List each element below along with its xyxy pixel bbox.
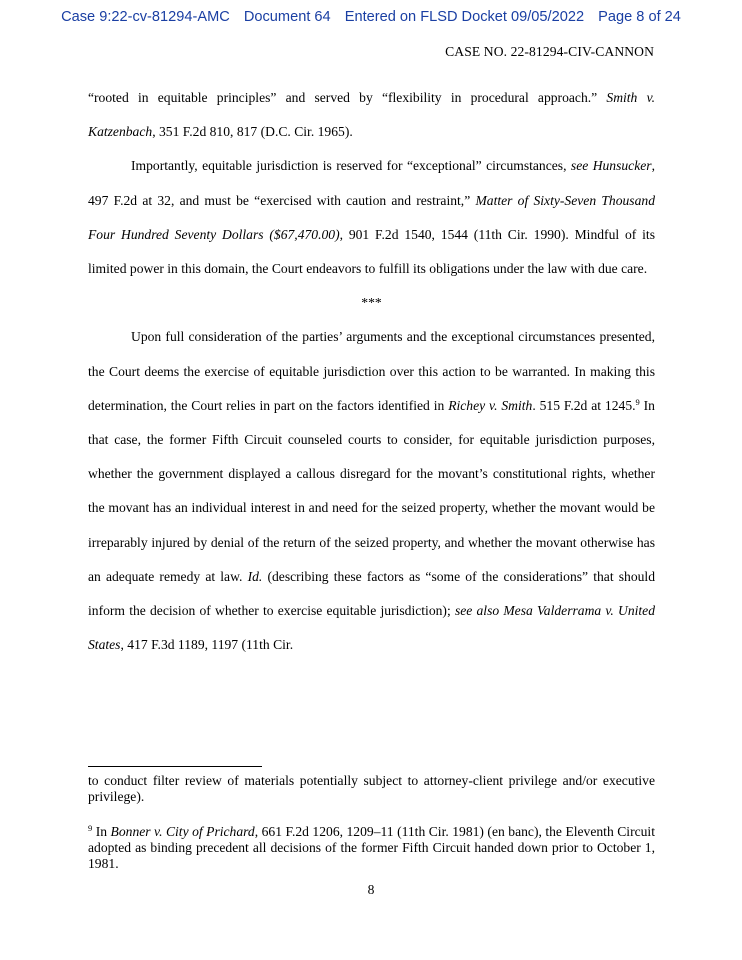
case-citation: Matter of Sixty-Seven Thousand Four Hundred Seventy Dollars ($67,470.00) [88,192,655,242]
footnote-continuation: to conduct filter review of materials potentially subject to attorney-client privilege and/or executive privilege). [88,773,655,804]
docket-entry-date: Entered on FLSD Docket 09/05/2022 [344,9,585,25]
paragraph-3: Upon full consideration of the parties’ arguments and the exceptional circumstances presented, the Court deems the exercise of equitable jurisdiction over this action to be warranted. In making this determination, the Court relies in part on the factors identified in Richey v. Smith. 515 F.2d at 1245.$^9$ In that case, the former Fifth Circuit counseled courts to consider, for equitable jurisdiction purposes, whether the government displayed a callous disregard for the movant’s constitutional rights, whether the movant has an individual interest in and need for the seized property, whether the movant would be irreparably injured by denial of the return of the seized property, and whether the movant otherwise has an adequate remedy at law. Id. (describing these factors as “some of the considerations” that should inform the decision of whether to exercise equitable jurisdiction); see also Mesa Valderrama v. United States, 417 F.3d 1189, 1197 (11th Cir. [88,329,655,653]
document-number: Document 64 [243,9,331,25]
footnote-number: 9 [88,823,93,833]
paragraph-1: “rooted in equitable principles” and served by “flexibility in procedural approach.” Smith v. Katzenbach, 351 F.2d 810, 817 (D.C. Cir. 1965). [88,90,655,140]
document-body [88,81,655,662]
case-citation: Richey v. Smith [448,397,533,413]
case-identifier: Case 9:22-cv-81294-AMC [61,9,230,25]
footnote-divider [88,766,262,767]
footnote-reference: 9 [635,396,640,407]
case-citation: see also Mesa Valderrama v. United States [88,603,655,653]
section-separator: *** [361,295,382,311]
footnote-9: $^9$ In Bonner v. City of Prichard, 661 F.2d 1206, 1209–11 (11th Cir. 1981) (en banc), the Eleventh Circuit adopted as binding precedent all decisions of the former Fifth Circuit handed down prior to October 1, 1981. [88,823,655,871]
case-citation: see Hunsucker [570,158,652,174]
page-count: Page 8 of 24 [598,9,681,25]
docket-header-stamp [0,9,742,25]
case-number-heading: CASE NO. 22-81294-CIV-CANNON [445,44,654,59]
case-citation: Smith v. Katzenbach [88,90,655,140]
footnotes [88,773,655,872]
page-number: 8 [367,882,375,897]
paragraph-2: Importantly, equitable jurisdiction is reserved for “exceptional” circumstances, see Hunsucker, 497 F.2d at 32, and must be “exercised with caution and restraint,” Matter of Sixty-Seven Thousand Four Hundred Seventy Dollars ($67,470.00), 901 F.2d 1540, 1544 (11th Cir. 1990). Mindful of its limited power in this domain, the Court endeavors to fulfill its obligations under the law with due care. [88,158,655,277]
case-citation: Bonner v. City of Prichard [110,824,255,839]
id-citation: Id. [247,568,263,584]
